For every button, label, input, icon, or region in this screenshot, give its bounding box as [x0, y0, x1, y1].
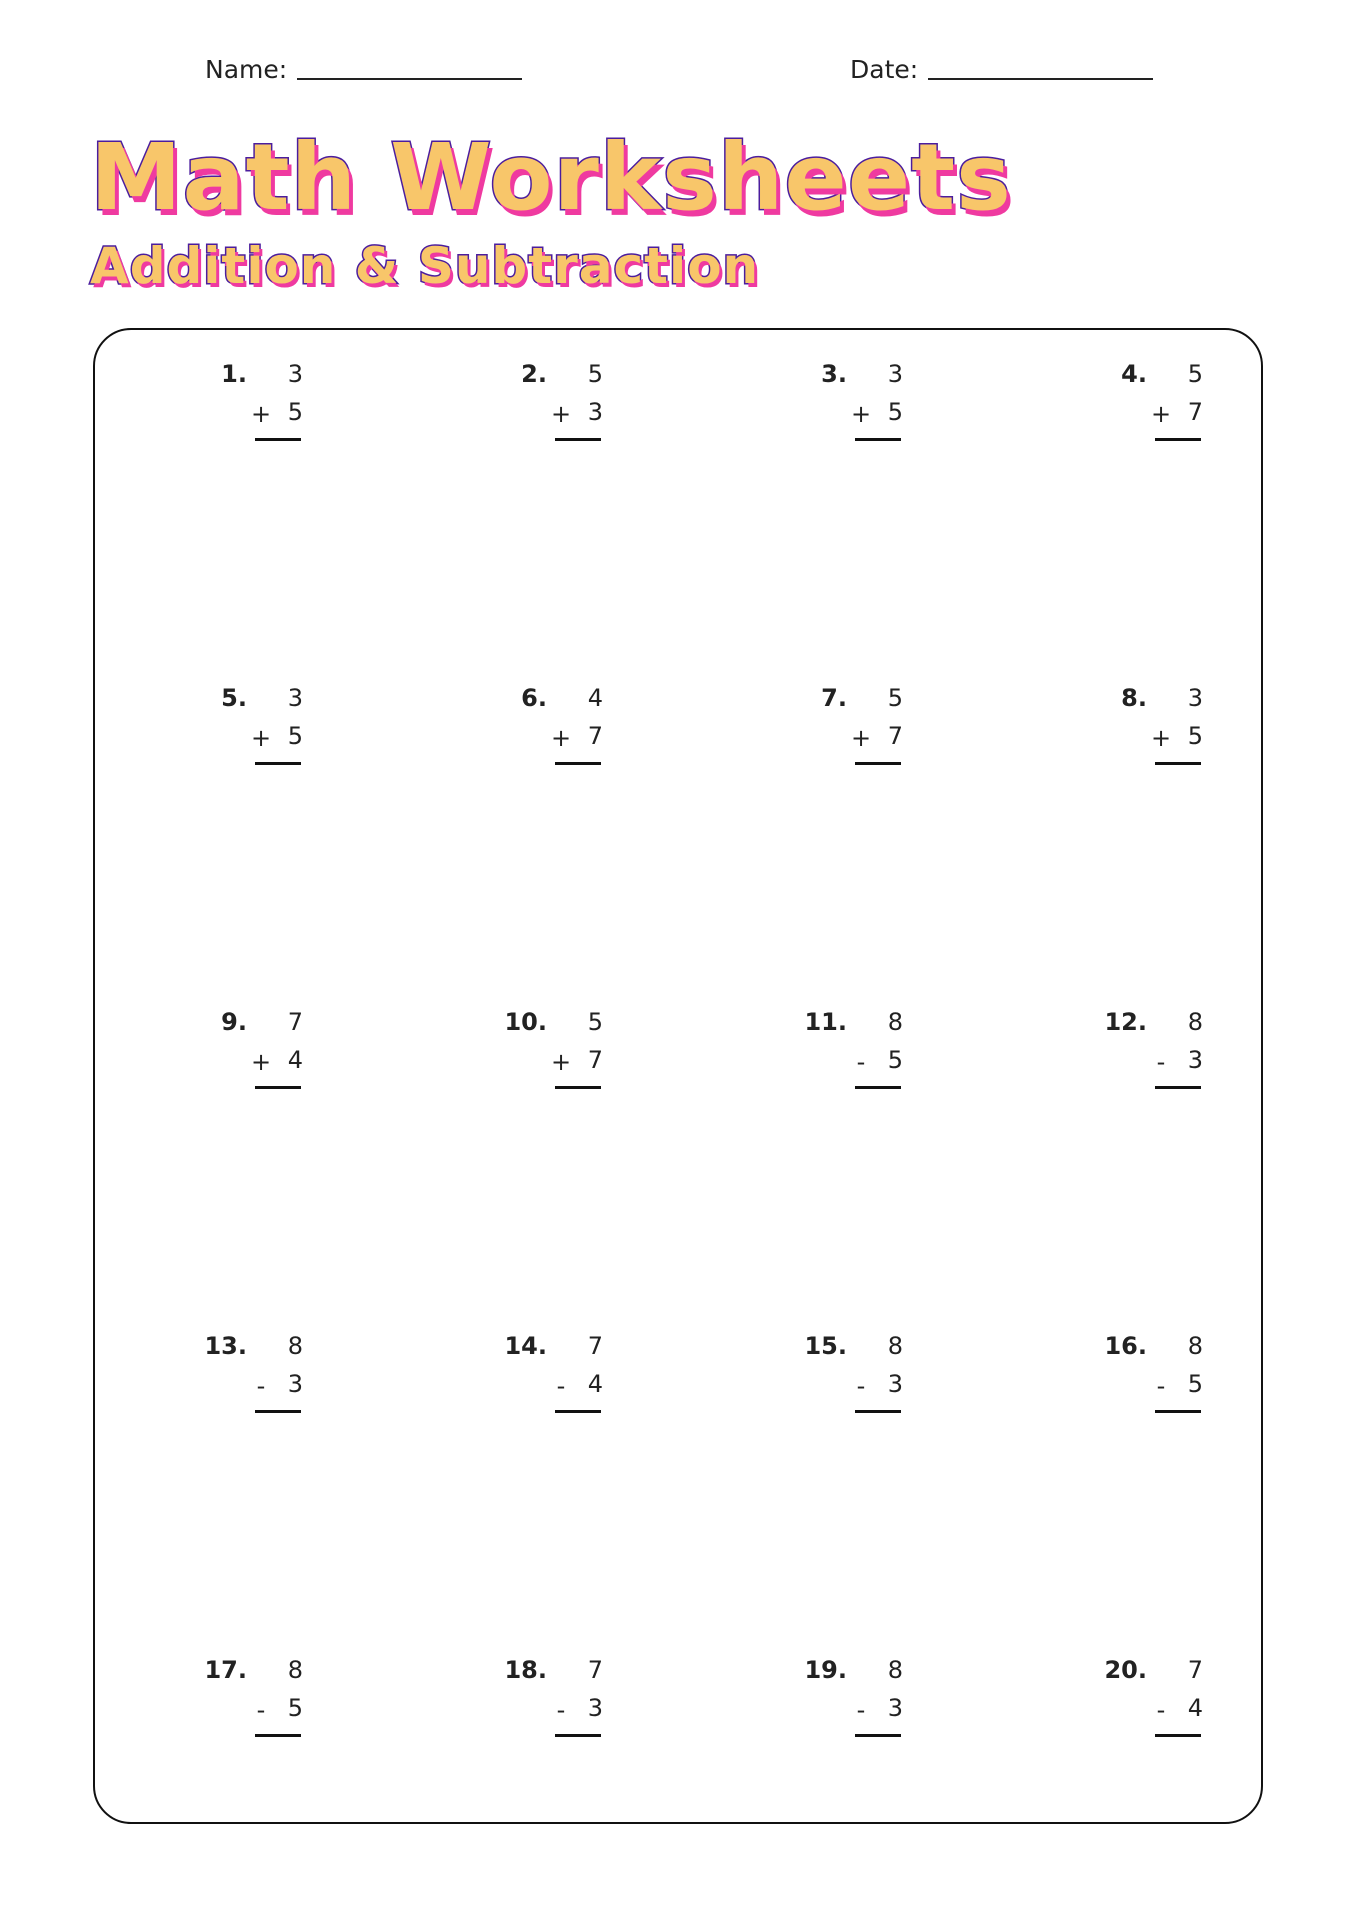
problem-number: 16. — [1104, 1332, 1147, 1360]
problem-top-operand: 3 — [887, 360, 903, 388]
problem-number: 17. — [204, 1656, 247, 1684]
problem-bottom-operand: 5 — [287, 722, 303, 750]
problems-frame — [93, 328, 1263, 1824]
name-field[interactable] — [205, 55, 522, 84]
problem-bottom-operand: 5 — [887, 1046, 903, 1074]
problem-number: 3. — [821, 360, 847, 388]
answer-line[interactable] — [855, 1734, 901, 1737]
problem-bottom-operand: 7 — [887, 722, 903, 750]
problem-number: 1. — [221, 360, 247, 388]
problem-operator: - — [1156, 1048, 1166, 1076]
problem-top-operand: 8 — [287, 1332, 303, 1360]
problem-top-operand: 7 — [587, 1656, 603, 1684]
problem-operator: - — [856, 1048, 866, 1076]
problem-top-operand: 3 — [1187, 684, 1203, 712]
answer-line[interactable] — [555, 1734, 601, 1737]
problem-operator: + — [551, 724, 572, 752]
problem-number: 19. — [804, 1656, 847, 1684]
problem-number: 7. — [821, 684, 847, 712]
problem-2 — [485, 360, 625, 450]
problem-6 — [485, 684, 625, 774]
problem-5 — [185, 684, 325, 774]
problem-bottom-operand: 3 — [1187, 1046, 1203, 1074]
title-block — [90, 124, 1012, 296]
problem-number: 5. — [221, 684, 247, 712]
problem-number: 6. — [521, 684, 547, 712]
problem-top-operand: 8 — [887, 1656, 903, 1684]
answer-line[interactable] — [255, 1086, 301, 1089]
problem-bottom-operand: 7 — [587, 1046, 603, 1074]
answer-line[interactable] — [255, 1734, 301, 1737]
problem-number: 18. — [504, 1656, 547, 1684]
problem-4 — [1085, 360, 1225, 450]
problem-operator: + — [551, 1048, 572, 1076]
problem-1 — [185, 360, 325, 450]
answer-line[interactable] — [855, 1086, 901, 1089]
date-label: Date: — [850, 55, 919, 84]
problem-17 — [185, 1656, 325, 1746]
problem-bottom-operand: 3 — [287, 1370, 303, 1398]
problem-operator: + — [851, 724, 872, 752]
problem-3 — [785, 360, 925, 450]
worksheet-header — [0, 55, 1358, 95]
problem-operator: - — [856, 1372, 866, 1400]
problem-bottom-operand: 5 — [287, 398, 303, 426]
page-title: Math Worksheets — [90, 124, 1012, 231]
problem-number: 12. — [1104, 1008, 1147, 1036]
problem-operator: + — [1151, 724, 1172, 752]
answer-line[interactable] — [855, 762, 901, 765]
problem-14 — [485, 1332, 625, 1422]
problem-number: 10. — [504, 1008, 547, 1036]
problem-operator: - — [256, 1372, 266, 1400]
answer-line[interactable] — [1155, 1410, 1201, 1413]
date-line[interactable] — [928, 78, 1153, 80]
problem-top-operand: 5 — [587, 1008, 603, 1036]
answer-line[interactable] — [255, 438, 301, 441]
problem-operator: - — [556, 1696, 566, 1724]
problem-7 — [785, 684, 925, 774]
problem-top-operand: 4 — [587, 684, 603, 712]
problem-top-operand: 3 — [287, 684, 303, 712]
answer-line[interactable] — [555, 762, 601, 765]
problem-18 — [485, 1656, 625, 1746]
problem-8 — [1085, 684, 1225, 774]
problem-bottom-operand: 5 — [287, 1694, 303, 1722]
problem-bottom-operand: 4 — [1187, 1694, 1203, 1722]
problem-operator: - — [1156, 1372, 1166, 1400]
problem-number: 14. — [504, 1332, 547, 1360]
answer-line[interactable] — [1155, 438, 1201, 441]
problem-bottom-operand: 4 — [587, 1370, 603, 1398]
problem-operator: + — [1151, 400, 1172, 428]
name-line[interactable] — [297, 78, 522, 80]
problem-operator: + — [851, 400, 872, 428]
problem-11 — [785, 1008, 925, 1098]
problem-bottom-operand: 5 — [1187, 1370, 1203, 1398]
problem-top-operand: 7 — [287, 1008, 303, 1036]
problem-operator: - — [256, 1696, 266, 1724]
problem-top-operand: 7 — [1187, 1656, 1203, 1684]
name-label: Name: — [205, 55, 288, 84]
answer-line[interactable] — [255, 1410, 301, 1413]
problem-operator: + — [251, 1048, 272, 1076]
problem-top-operand: 5 — [587, 360, 603, 388]
answer-line[interactable] — [855, 438, 901, 441]
problem-bottom-operand: 3 — [587, 398, 603, 426]
problem-operator: - — [856, 1696, 866, 1724]
problem-number: 4. — [1121, 360, 1147, 388]
problem-12 — [1085, 1008, 1225, 1098]
problem-number: 9. — [221, 1008, 247, 1036]
problem-bottom-operand: 5 — [887, 398, 903, 426]
problem-15 — [785, 1332, 925, 1422]
problem-operator: + — [251, 724, 272, 752]
problem-16 — [1085, 1332, 1225, 1422]
problem-top-operand: 5 — [1187, 360, 1203, 388]
answer-line[interactable] — [1155, 1086, 1201, 1089]
problem-operator: + — [251, 400, 272, 428]
problem-top-operand: 8 — [1187, 1008, 1203, 1036]
problem-number: 13. — [204, 1332, 247, 1360]
answer-line[interactable] — [555, 438, 601, 441]
problem-19 — [785, 1656, 925, 1746]
answer-line[interactable] — [255, 762, 301, 765]
problem-number: 20. — [1104, 1656, 1147, 1684]
problem-top-operand: 8 — [287, 1656, 303, 1684]
answer-line[interactable] — [855, 1410, 901, 1413]
problem-13 — [185, 1332, 325, 1422]
problem-bottom-operand: 3 — [887, 1370, 903, 1398]
problem-top-operand: 5 — [887, 684, 903, 712]
problem-top-operand: 8 — [887, 1008, 903, 1036]
problem-9 — [185, 1008, 325, 1098]
answer-line[interactable] — [1155, 1734, 1201, 1737]
problem-bottom-operand: 7 — [587, 722, 603, 750]
problem-bottom-operand: 3 — [887, 1694, 903, 1722]
problem-bottom-operand: 7 — [1187, 398, 1203, 426]
problem-bottom-operand: 3 — [587, 1694, 603, 1722]
problem-10 — [485, 1008, 625, 1098]
problem-number: 2. — [521, 360, 547, 388]
problem-number: 8. — [1121, 684, 1147, 712]
answer-line[interactable] — [555, 1410, 601, 1413]
problem-number: 11. — [804, 1008, 847, 1036]
problem-top-operand: 8 — [1187, 1332, 1203, 1360]
problem-20 — [1085, 1656, 1225, 1746]
date-field[interactable] — [850, 55, 1153, 84]
problem-number: 15. — [804, 1332, 847, 1360]
answer-line[interactable] — [1155, 762, 1201, 765]
problem-operator: - — [556, 1372, 566, 1400]
answer-line[interactable] — [555, 1086, 601, 1089]
problem-bottom-operand: 4 — [287, 1046, 303, 1074]
problem-operator: + — [551, 400, 572, 428]
problem-top-operand: 7 — [587, 1332, 603, 1360]
problem-bottom-operand: 5 — [1187, 722, 1203, 750]
problem-top-operand: 8 — [887, 1332, 903, 1360]
problem-operator: - — [1156, 1696, 1166, 1724]
problem-top-operand: 3 — [287, 360, 303, 388]
page-subtitle: Addition & Subtraction — [90, 237, 760, 295]
